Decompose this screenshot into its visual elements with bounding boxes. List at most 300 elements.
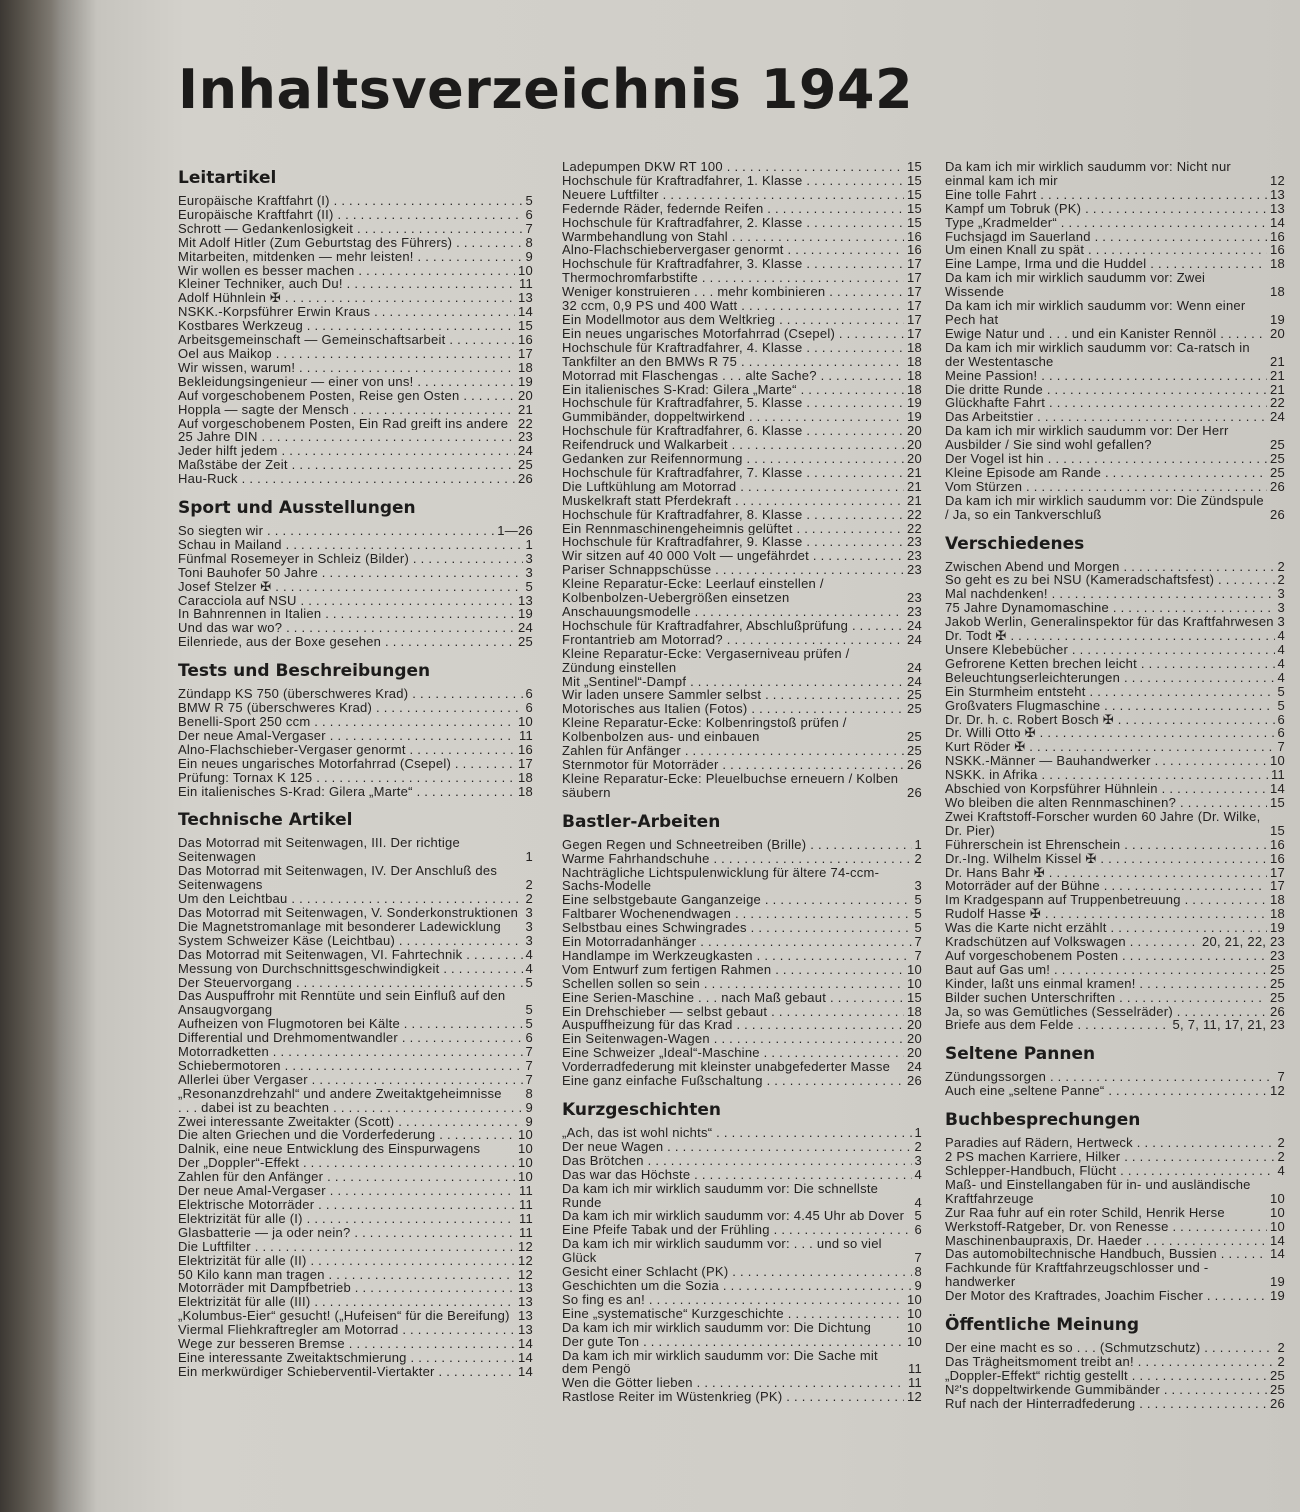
index-entry xyxy=(562,355,922,369)
entry-title: Wir laden unsere Sammler selbst . . . xyxy=(562,688,904,702)
entry-title: Zwei Kraftstoff-Forscher wurden 60 Jahre (Dr. Wilke, Dr. Pier) xyxy=(945,809,1261,838)
entry-page-number: 25 xyxy=(1270,961,1285,977)
index-entry xyxy=(945,713,1285,727)
entry-page-number: 10 xyxy=(907,1319,922,1335)
index-entry xyxy=(178,222,533,236)
index-section xyxy=(178,661,533,798)
index-entry xyxy=(945,327,1285,341)
entry-page-number: 10 xyxy=(518,1127,533,1143)
entry-title: Beleuchtungserleichterungen . . . xyxy=(945,671,1275,685)
index-entry xyxy=(562,1126,922,1140)
entry-page-number: 16 xyxy=(518,741,533,757)
entry-title: Mit „Sentinel“-Dampf . . . xyxy=(562,675,904,689)
entry-title: Wo bleiben die alten Rennmaschinen? . . . xyxy=(945,796,1267,810)
index-entry xyxy=(562,424,922,438)
entry-title: Motorisches aus Italien (Fotos) . . . xyxy=(562,702,904,716)
entry-page-number: 11 xyxy=(519,1210,533,1226)
entry-title: Rudolf Hasse ✠ . . . xyxy=(945,907,1267,921)
entry-title: Eine selbstgebaute Ganganzeige . . . xyxy=(562,893,912,907)
index-entry xyxy=(562,369,922,383)
entry-page-number: 26 xyxy=(907,1073,922,1089)
index-entry xyxy=(562,230,922,244)
entry-page-number: 13 xyxy=(518,1322,533,1338)
entry-page-number: 9 xyxy=(914,1277,922,1293)
entry-page-number: 17 xyxy=(907,311,922,327)
index-entry xyxy=(178,389,533,403)
entry-title: Muskelkraft statt Pferdekraft . . . xyxy=(562,494,904,508)
entry-page-number: 9 xyxy=(525,1113,533,1129)
entry-title: 2 PS machen Karriere, Hilker . . . xyxy=(945,1150,1275,1164)
index-entry xyxy=(178,934,533,948)
index-entry xyxy=(178,1017,533,1031)
entry-page-number: 24 xyxy=(518,443,533,459)
entry-page-number: 18 xyxy=(907,367,922,383)
entry-page-number: 17 xyxy=(907,298,922,314)
index-entry xyxy=(562,563,922,577)
entry-title: Gegen Regen und Schneetreiben (Brille) . . . xyxy=(562,838,912,852)
entry-title: Da kam ich mir wirklich saudumm vor: Der Herr Ausbilder / Sie sind wohl gefallen? xyxy=(945,424,1229,453)
section-heading: Buchbesprechungen xyxy=(945,1110,1141,1131)
index-entry xyxy=(562,313,922,327)
entry-title: Mit Adolf Hitler (Zum Geburtstag des Führers) . . . xyxy=(178,236,523,250)
entry-page-number: 20, 21, 22, 23 xyxy=(1201,934,1285,950)
index-entry xyxy=(945,1206,1285,1220)
entry-page-number: 5 xyxy=(1277,683,1285,699)
entry-title: Kleine Reparatur-Ecke: Pleuelbuchse erneuern / Kolben säubern xyxy=(562,771,899,800)
entry-title: So fing es an! . . . xyxy=(562,1293,904,1307)
entry-title: Da kam ich mir wirklich saudumm vor: Zwei Wissende xyxy=(945,271,1206,300)
entry-page-number: 25 xyxy=(1270,1367,1285,1383)
entry-title: Schrott — Gedankenlosigkeit . . . xyxy=(178,222,523,236)
index-entry xyxy=(945,383,1285,397)
entry-title: Der „Doppler“-Effekt . . . xyxy=(178,1156,515,1170)
entry-page-number: 24 xyxy=(1270,409,1285,425)
entry-title: Kleine Reparatur-Ecke: Kolbenringstoß prüfen / Kolbenbolzen aus- und einbauen xyxy=(562,716,847,745)
index-entry xyxy=(562,202,922,216)
entry-title: Wege zur besseren Bremse . . . xyxy=(178,1337,515,1351)
entry-page-number: 20 xyxy=(907,1045,922,1061)
entry-title: Da kam ich mir wirklich saudumm vor: Wenn einer Pech hat xyxy=(945,299,1246,327)
entry-title: Das Arbeitstier . . . xyxy=(945,410,1267,424)
entry-page-number: 10 xyxy=(1270,753,1285,769)
entry-title: Hoppla — sagte der Mensch . . . xyxy=(178,403,515,417)
entry-title: Ein Drehschieber — selbst gebaut . . . xyxy=(562,1005,904,1019)
index-entry xyxy=(945,796,1285,810)
index-entry xyxy=(945,726,1285,740)
entry-page-number: 16 xyxy=(907,242,922,258)
index-entry xyxy=(945,1247,1285,1261)
entry-page-number: 11 xyxy=(519,276,533,292)
index-entry xyxy=(945,629,1285,643)
entry-title: Ein Seitenwagen-Wagen . . . xyxy=(562,1032,904,1046)
entry-page-number: 13 xyxy=(518,1308,533,1324)
entry-title: Um einen Knall zu spät . . . xyxy=(945,243,1267,257)
index-entry xyxy=(562,758,922,772)
entry-page-number: 23 xyxy=(907,548,922,564)
index-entry xyxy=(178,538,533,552)
entry-page-number: 3 xyxy=(525,550,533,566)
entry-title: „Doppler-Effekt“ richtig gestellt . . . xyxy=(945,1369,1267,1383)
entry-page-number: 23 xyxy=(907,534,922,550)
entry-page-number: 24 xyxy=(907,673,922,689)
entry-page-number: 4 xyxy=(525,960,533,976)
entry-page-number: 12 xyxy=(1270,172,1285,188)
index-entry xyxy=(562,1005,922,1019)
entry-page-number: 16 xyxy=(518,332,533,348)
entry-page-number: 16 xyxy=(1270,850,1285,866)
entry-title: Ruf nach der Hinterradfederung . . . xyxy=(945,1397,1267,1411)
index-entry xyxy=(178,552,533,566)
entry-page-number: 3 xyxy=(525,918,533,934)
entry-title: Abschied von Korpsführer Hühnlein . . . xyxy=(945,782,1267,796)
section-heading: Sport und Ausstellungen xyxy=(178,498,416,519)
entry-page-number: 17 xyxy=(907,284,922,300)
index-entry xyxy=(562,675,922,689)
index-entry xyxy=(945,369,1285,383)
entry-title: Gefrorene Ketten brechen leicht . . . xyxy=(945,657,1275,671)
entry-page-number: 3 xyxy=(525,904,533,920)
entry-page-number: 15 xyxy=(907,200,922,216)
entry-page-number: 4 xyxy=(1277,669,1285,685)
index-entry xyxy=(178,194,533,208)
index-section xyxy=(562,160,922,800)
index-entry xyxy=(945,1341,1285,1355)
entry-page-number: 2 xyxy=(914,850,922,866)
entry-page-number: 22 xyxy=(518,415,533,431)
entry-title: Dr. Willi Otto ✠ . . . xyxy=(945,726,1275,740)
entry-page-number: 6 xyxy=(525,700,533,716)
section-heading: Technische Artikel xyxy=(178,810,353,831)
entry-title: Das Motorrad mit Seitenwagen, III. Der richtige Seitenwagen xyxy=(178,836,460,865)
entry-title: NSKK. in Afrika . . . xyxy=(945,768,1268,782)
entry-title: Das automobiltechnische Handbuch, Bussien . . . xyxy=(945,1247,1267,1261)
entry-page-number: 1 xyxy=(914,836,922,852)
index-entry xyxy=(178,1351,533,1365)
entry-title: Ein Sturmheim entsteht . . . xyxy=(945,685,1275,699)
index-entry xyxy=(562,1032,922,1046)
entry-title: Da kam ich mir wirklich saudumm vor: Die Dichtung xyxy=(562,1320,872,1335)
entry-page-number: 18 xyxy=(1270,892,1285,908)
index-entry xyxy=(945,480,1285,494)
entry-title: Die Luftfilter . . . xyxy=(178,1240,515,1254)
entry-title: Thermochromfarbstifte . . . xyxy=(562,271,904,285)
index-entry xyxy=(562,174,922,188)
index-entry xyxy=(562,1335,922,1349)
index-entry xyxy=(562,160,922,174)
section-heading: Bastler-Arbeiten xyxy=(562,811,721,832)
entry-title: Die alten Griechen und die Vorderfederung . . . xyxy=(178,1128,515,1142)
entry-title: Hochschule für Kraftradfahrer, 2. Klasse . . . xyxy=(562,216,904,230)
index-entry xyxy=(178,729,533,743)
index-entry xyxy=(178,1073,533,1087)
entry-page-number: 7 xyxy=(525,220,533,236)
entry-page-number: 5 xyxy=(1277,697,1285,713)
index-entry xyxy=(178,444,533,458)
entry-title: Der Steuervorgang . . . xyxy=(178,976,523,990)
entry-title: „Ach, das ist wohl nichts“ . . . xyxy=(562,1126,912,1140)
index-entry xyxy=(562,647,922,675)
index-entry xyxy=(562,893,922,907)
entry-page-number: 25 xyxy=(907,743,922,759)
entry-title: Hochschule für Kraftradfahrer, 5. Klasse . . . xyxy=(562,396,904,410)
index-entry xyxy=(178,1240,533,1254)
entry-page-number: 14 xyxy=(1270,1246,1285,1262)
index-entry xyxy=(562,935,922,949)
entry-title: Da kam ich mir wirklich saudumm vor: Die Sache mit dem Pengö xyxy=(562,1348,878,1377)
entry-page-number: 25 xyxy=(1270,464,1285,480)
index-entry xyxy=(945,1383,1285,1397)
entry-page-number: 10 xyxy=(518,1141,533,1157)
index-section xyxy=(945,1110,1285,1303)
entry-page-number: 14 xyxy=(1270,214,1285,230)
index-entry xyxy=(945,410,1285,424)
index-entry xyxy=(945,257,1285,271)
entry-page-number: 4 xyxy=(914,1194,922,1210)
entry-title: Werkstoff-Ratgeber, Dr. von Renesse . . . xyxy=(945,1220,1267,1234)
index-entry xyxy=(178,277,533,291)
entry-page-number: 25 xyxy=(1270,989,1285,1005)
entry-title: Ja, so was Gemütliches (Sesselräder) . . . xyxy=(945,1005,1267,1019)
entry-page-number: 17 xyxy=(1270,864,1285,880)
entry-title: Der eine macht es so . . . (Schmutzschutz) . . . xyxy=(945,1341,1275,1355)
entry-title: Auf vorgeschobenem Posten, Ein Rad greift ins andere xyxy=(178,416,509,431)
index-entry xyxy=(178,264,533,278)
entry-page-number: 17 xyxy=(518,755,533,771)
entry-title: Selbstbau eines Schwingrades . . . xyxy=(562,921,912,935)
entry-title: Da kam ich mir wirklich saudumm vor: Die schnellste Runde xyxy=(562,1181,879,1210)
entry-title: Schlepper-Handbuch, Flücht . . . xyxy=(945,1164,1275,1178)
entry-title: Gesicht einer Schlacht (PK) . . . xyxy=(562,1265,912,1279)
entry-page-number: 6 xyxy=(914,1222,922,1238)
entry-title: Dr. Todt ✠ . . . xyxy=(945,629,1275,643)
entry-title: Gedanken zur Reifennormung . . . xyxy=(562,452,904,466)
entry-title: Baut auf Gas um! . . . xyxy=(945,963,1267,977)
index-entry xyxy=(562,1209,922,1223)
index-entry xyxy=(178,594,533,608)
entry-title: Das war das Höchste . . . xyxy=(562,1168,912,1182)
index-entry xyxy=(945,1136,1285,1150)
index-column-1 xyxy=(178,160,533,1391)
entry-page-number: 25 xyxy=(907,687,922,703)
entry-title: Motorräder auf der Bühne . . . xyxy=(945,879,1267,893)
entry-title: N²'s doppeltwirkende Gummibänder . . . xyxy=(945,1383,1267,1397)
index-entry xyxy=(945,1164,1285,1178)
entry-page-number: 13 xyxy=(518,592,533,608)
entry-page-number: 24 xyxy=(907,1059,922,1075)
entry-title: Die Luftkühlung am Motorrad . . . xyxy=(562,480,904,494)
entry-page-number: 19 xyxy=(907,409,922,425)
entry-title: Glückhafte Fahrt . . . xyxy=(945,396,1267,410)
entry-page-number: 15 xyxy=(1270,794,1285,810)
index-entry xyxy=(945,671,1285,685)
entry-title: „Kolumbus-Eier“ gesucht! („Hufeisen“ für die Bereifung) xyxy=(178,1309,510,1324)
index-entry xyxy=(562,522,922,536)
entry-page-number: 23 xyxy=(1270,947,1285,963)
entry-title: Hochschule für Kraftradfahrer, 6. Klasse . . . xyxy=(562,424,904,438)
index-entry xyxy=(178,375,533,389)
entry-title: Schellen sollen so sein . . . xyxy=(562,977,904,991)
entry-page-number: 5 xyxy=(914,892,922,908)
index-entry xyxy=(178,989,533,1017)
index-entry xyxy=(178,864,533,892)
index-entry xyxy=(945,587,1285,601)
entry-page-number: 18 xyxy=(907,353,922,369)
entry-page-number: 5 xyxy=(914,1208,922,1224)
entry-page-number: 26 xyxy=(1270,1003,1285,1019)
entry-title: Tankfilter an den BMWs R 75 . . . xyxy=(562,355,904,369)
entry-page-number: 3 xyxy=(525,564,533,580)
entry-title: Alno-Flachschiebervergaser genormt . . . xyxy=(562,243,904,257)
index-entry xyxy=(945,879,1285,893)
index-entry xyxy=(178,607,533,621)
entry-page-number: 1 xyxy=(914,1125,922,1140)
index-entry xyxy=(562,341,922,355)
entry-page-number: 12 xyxy=(518,1238,533,1254)
entry-title: Großvaters Flugmaschine . . . xyxy=(945,699,1275,713)
entry-title: Ein Motorradanhänger . . . xyxy=(562,935,912,949)
index-entry xyxy=(945,768,1285,782)
entry-page-number: 2 xyxy=(1277,572,1285,588)
entry-page-number: 11 xyxy=(519,1197,533,1212)
index-entry xyxy=(562,508,922,522)
entry-page-number: 17 xyxy=(907,325,922,341)
entry-title: Wir wollen es besser machen . . . xyxy=(178,264,515,278)
index-entry xyxy=(178,757,533,771)
entry-page-number: 2 xyxy=(1277,1340,1285,1356)
index-entry xyxy=(178,920,533,934)
entry-title: 75 Jahre Dynamomaschine . . . xyxy=(945,601,1275,615)
index-entry xyxy=(178,1212,533,1226)
index-entry xyxy=(562,1307,922,1321)
index-entry xyxy=(178,621,533,635)
entry-title: Kleiner Techniker, auch Du! . . . xyxy=(178,277,516,291)
index-entry xyxy=(178,305,533,319)
entry-page-number: 26 xyxy=(1270,506,1285,522)
index-entry xyxy=(945,782,1285,796)
entry-page-number: 19 xyxy=(1270,311,1285,327)
entry-page-number: 24 xyxy=(907,659,922,675)
entry-page-number: 1—26 xyxy=(497,523,533,539)
index-entry xyxy=(945,1150,1285,1164)
index-entry xyxy=(562,1018,922,1032)
index-entry xyxy=(178,333,533,347)
entry-title: Der neue Amal-Vergaser . . . xyxy=(178,729,516,743)
entry-page-number: 7 xyxy=(914,947,922,963)
index-entry xyxy=(562,838,922,852)
index-entry xyxy=(178,1059,533,1073)
entry-page-number: 3 xyxy=(914,1152,922,1168)
index-entry xyxy=(178,524,533,538)
entry-page-number: 14 xyxy=(1270,1232,1285,1248)
index-entry xyxy=(562,1279,922,1293)
index-entry xyxy=(178,1045,533,1059)
entry-page-number: 15 xyxy=(907,186,922,202)
entry-title: Josef Stelzer ✠ . . . xyxy=(178,580,523,594)
entry-page-number: 5 xyxy=(525,578,533,594)
entry-page-number: 13 xyxy=(518,1294,533,1310)
entry-title: 50 Kilo kann man tragen . . . xyxy=(178,1268,515,1282)
entry-title: Auch eine „seltene Panne“ . . . xyxy=(945,1084,1267,1098)
entry-title: Zündungssorgen . . . xyxy=(945,1070,1275,1084)
index-entry xyxy=(945,1005,1285,1019)
index-entry xyxy=(178,1101,533,1115)
index-column-3 xyxy=(945,160,1285,1423)
entry-title: Nachträgliche Lichtspulenwicklung für ältere 74-ccm-Sachs-Modelle xyxy=(562,865,880,894)
entry-page-number: 14 xyxy=(518,1349,533,1365)
entry-title: Maschinenbaupraxis, Dr. Haeder . . . xyxy=(945,1234,1267,1248)
entry-page-number: 6 xyxy=(525,686,533,702)
index-entry xyxy=(945,601,1285,615)
entry-page-number: 26 xyxy=(907,756,922,772)
index-entry xyxy=(178,1268,533,1282)
entry-page-number: 19 xyxy=(518,373,533,389)
entry-page-number: 17 xyxy=(907,256,922,272)
entry-title: Elektrische Motorräder . . . xyxy=(178,1198,516,1212)
entry-title: Jeder hilft jedem . . . xyxy=(178,444,515,458)
entry-title: Zahlen für den Anfänger . . . xyxy=(178,1170,515,1184)
index-entry xyxy=(562,605,922,619)
entry-page-number: 2 xyxy=(1277,558,1285,574)
entry-title: Motorräder mit Dampfbetrieb . . . xyxy=(178,1281,515,1295)
entry-page-number: 26 xyxy=(518,471,533,487)
index-entry xyxy=(562,1349,922,1377)
entry-title: Briefe aus dem Felde . . . xyxy=(945,1018,1170,1032)
index-entry xyxy=(945,643,1285,657)
entry-title: Geschichten um die Sozia . . . xyxy=(562,1279,912,1293)
index-entry xyxy=(562,438,922,452)
entry-title: Mal nachdenken! . . . xyxy=(945,587,1275,601)
entry-title: Maß- und Einstellangaben für in- und ausländische Kraftfahrzeuge xyxy=(945,1177,1251,1206)
entry-title: Zahlen für Anfänger . . . xyxy=(562,744,904,758)
entry-title: Das Motorrad mit Seitenwagen, IV. Der Anschluß des Seitenwagens xyxy=(178,864,498,893)
index-entry xyxy=(945,852,1285,866)
entry-page-number: 19 xyxy=(1270,1288,1285,1304)
entry-page-number: 7 xyxy=(914,934,922,950)
index-section xyxy=(178,168,533,486)
entry-title: Ein neues ungarisches Motorfahrrad (Csepel) . . . xyxy=(562,327,904,341)
entry-title: Allerlei über Vergaser . . . xyxy=(178,1073,523,1087)
index-entry xyxy=(945,160,1285,188)
index-entry xyxy=(945,1220,1285,1234)
entry-page-number: 2 xyxy=(1277,1353,1285,1369)
index-entry xyxy=(945,202,1285,216)
entry-page-number: 14 xyxy=(518,304,533,320)
entry-title: Europäische Kraftfahrt (II) . . . xyxy=(178,208,523,222)
entry-page-number: 6 xyxy=(525,1030,533,1046)
entry-page-number: 25 xyxy=(518,457,533,473)
entry-page-number: 5 xyxy=(914,920,922,936)
entry-page-number: 26 xyxy=(1270,1395,1285,1411)
entry-title: Ewige Natur und . . . und ein Kanister Rennöl . . . xyxy=(945,327,1267,341)
index-entry xyxy=(178,566,533,580)
entry-title: Vorderradfederung mit kleinster unabgefederter Masse xyxy=(562,1060,891,1075)
index-entry xyxy=(945,810,1285,838)
index-entry xyxy=(945,396,1285,410)
index-entry xyxy=(178,948,533,962)
index-entry xyxy=(562,257,922,271)
index-entry xyxy=(178,403,533,417)
entry-page-number: 11 xyxy=(1271,767,1285,783)
entry-title: Und das war wo? . . . xyxy=(178,621,515,635)
entry-page-number: 19 xyxy=(1270,920,1285,936)
index-entry xyxy=(945,907,1285,921)
entry-title: So siegten wir . . . xyxy=(178,524,494,538)
index-entry xyxy=(178,701,533,715)
entry-page-number: 1 xyxy=(525,849,533,865)
index-section xyxy=(562,812,922,1088)
entry-page-number: 13 xyxy=(1270,186,1285,202)
index-entry xyxy=(945,991,1285,1005)
